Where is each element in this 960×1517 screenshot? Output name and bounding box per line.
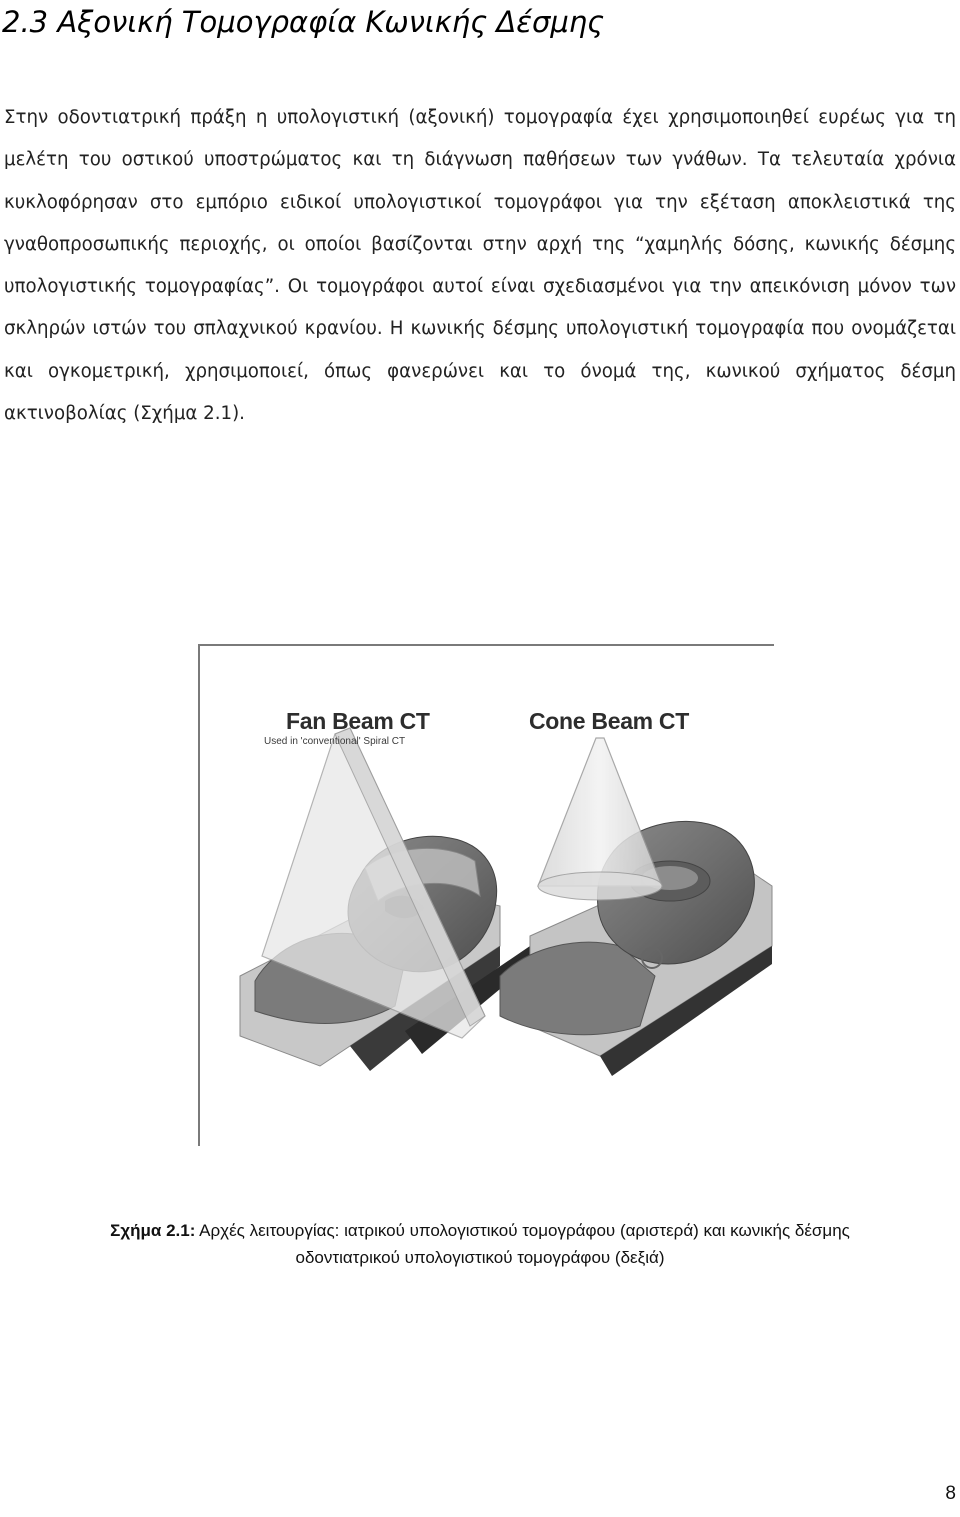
section-heading: 2.3 Αξονική Τομογραφία Κωνικής Δέσμης	[2, 5, 605, 39]
page-number: 8	[945, 1483, 956, 1504]
fan-beam-scene	[240, 728, 530, 1071]
fan-beam-title: Fan Beam CT	[286, 708, 430, 734]
cone-beam-scene	[500, 738, 772, 1076]
caption-line-1	[0, 1217, 960, 1244]
cone-beam-title: Cone Beam CT	[529, 708, 689, 734]
fan-beam-subtitle: Used in 'conventional' Spiral CT	[264, 736, 406, 747]
body-paragraph: Στην οδοντιατρική πράξη η υπολογιστική (αξονική) τομογραφία έχει χρησιμοποιηθεί ευρέως για τη μελέτη του οστικού υποστρώματος και τη διάγνωση παθήσεων των γνάθων. Τα τελευταία χρόνια κυκλοφόρησαν στο εμπόριο ειδικοί υπολογιστικοί τομογράφοι για την εξέταση αποκλειστικά της γναθοπροσωπικής περιοχής, οι οποίοι βασίζονται στην αρχή της “χαμηλής δόσης, κωνικής δέσμης υπολογιστικής τομογραφίας”. Οι τομογράφοι αυτοί είναι σχεδιασμένοι για την απεικόνιση μόνον των σκληρών ιστών του σπλαχνικού κρανίου. Η κωνικής δέσμης υπολογιστική τομογραφία που ονομάζεται και ογκομετρική, χρησιμοποιεί, όπως φανερώνει και το όνομά της, κωνικού σχήματος δέσμη ακτινοβολίας (Σχήμα 2.1).	[4, 107, 956, 425]
figure-fan-cone-beam	[198, 644, 774, 1146]
figure-caption	[0, 1217, 960, 1271]
caption-label: Σχήμα 2.1:	[110, 1221, 196, 1240]
caption-line-2: οδοντιατρικού υπολογιστικού τομογράφου (δεξιά)	[295, 1248, 665, 1267]
caption-text-1: Αρχές λειτουργίας: ιατρικού υπολογιστικού τομογράφου (αριστερά) και κωνικής δέσμης	[199, 1221, 850, 1240]
